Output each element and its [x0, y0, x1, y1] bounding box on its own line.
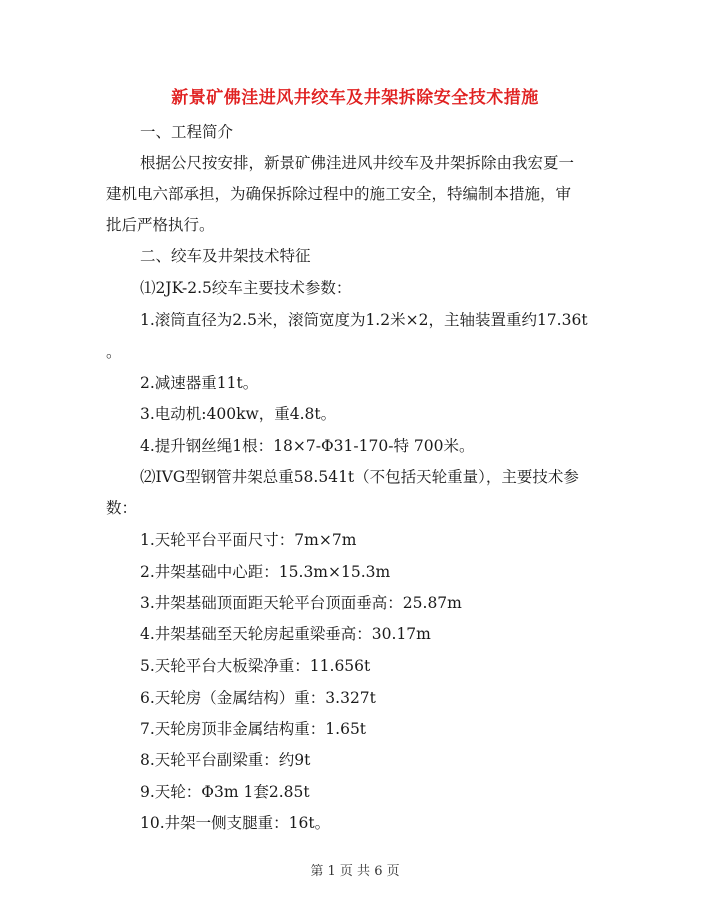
frame-specs-title: ⑵IVG型钢管井架总重58.541t（不包括天轮重量），主要技术参: [140, 468, 579, 486]
spec-item: 1.天轮平台平面尺寸：7m×7m: [140, 531, 357, 549]
spec-item: 2.减速器重11t。: [140, 374, 259, 392]
page-footer: 第 1 页 共 6 页: [310, 864, 400, 879]
spec-item: 4.提升钢丝绳1根：18×7-Φ31-170-特 700米。: [140, 437, 475, 455]
spec-item: 1.滚筒直径为2.5米，滚筒宽度为1.2米×2，主轴装置重约17.36t: [140, 311, 588, 329]
paragraph-line: 批后严格执行。: [106, 216, 215, 234]
spec-item: 4.井架基础至天轮房起重梁垂高：30.17m: [140, 625, 431, 643]
spec-item: 8.天轮平台副梁重：约9t: [140, 751, 311, 769]
spec-item: 3.井架基础顶面距天轮平台顶面垂高：25.87m: [140, 594, 462, 612]
frame-specs-title-continuation: 数：: [106, 499, 138, 517]
spec-item: 5.天轮平台大板梁净重：11.656t: [140, 657, 371, 675]
spec-item-continuation: 。: [106, 343, 122, 361]
spec-item: 9.天轮：Φ3m 1套2.85t: [140, 783, 310, 801]
winch-specs-title: ⑴2JK-2.5绞车主要技术参数：: [140, 279, 352, 297]
spec-item: 10.井架一侧支腿重：16t。: [140, 814, 331, 832]
spec-item: 6.天轮房（金属结构）重：3.327t: [140, 689, 376, 707]
document-title: 新景矿佛洼进风井绞车及井架拆除安全技术措施: [171, 88, 539, 108]
paragraph-line: 根据公尺按安排，新景矿佛洼进风井绞车及井架拆除由我宏夏一: [140, 154, 575, 172]
section-heading-overview: 一、工程简介: [140, 123, 234, 141]
section-heading-specs: 二、绞车及井架技术特征: [140, 247, 311, 265]
spec-item: 2.井架基础中心距：15.3m×15.3m: [140, 563, 391, 581]
paragraph-line: 建机电六部承担，为确保拆除过程中的施工安全，特编制本措施，审: [106, 185, 572, 203]
spec-item: 7.天轮房顶非金属结构重：1.65t: [140, 720, 367, 738]
spec-item: 3.电动机:400kw，重4.8t。: [140, 405, 337, 423]
